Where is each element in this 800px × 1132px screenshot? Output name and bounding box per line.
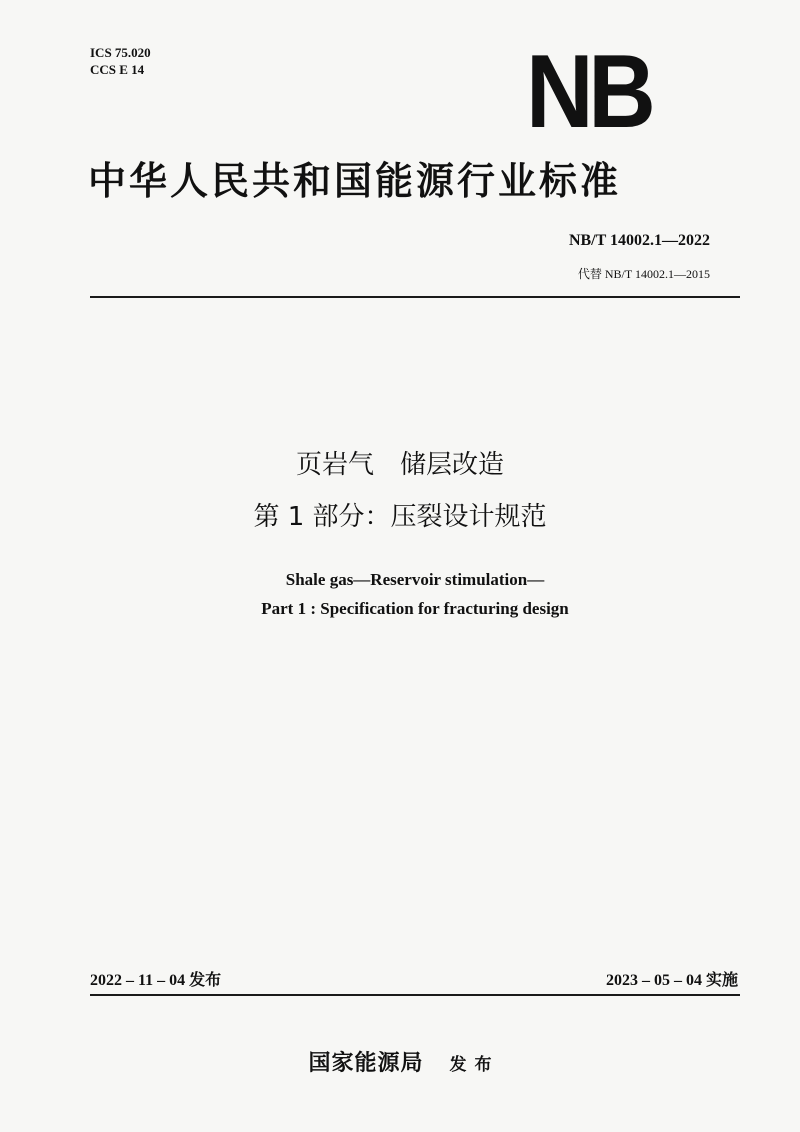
issuer-suffix: 发布 — [449, 1055, 500, 1075]
issuer-name: 国家能源局 — [308, 1051, 424, 1076]
chinese-title-line-2: 第 1 部分：压裂设计规范 — [253, 502, 547, 532]
nb-logo: NB — [526, 34, 651, 150]
bottom-divider — [90, 994, 740, 996]
implementation-date: 2023 – 05 – 04 实施 — [605, 972, 738, 989]
standard-number: NB/T 14002.1—2022 — [568, 232, 710, 249]
classification-codes — [90, 44, 151, 78]
replaces-note: 代替 NB/T 14002.1—2015 — [577, 267, 710, 281]
chinese-title-line-1: 页岩气 储层改造 — [295, 450, 504, 480]
issuing-authority — [0, 1050, 800, 1079]
english-title-line-1: Shale gas—Reservoir stimulation— — [285, 570, 545, 589]
ics-code: ICS 75.020 — [90, 45, 151, 60]
english-title-line-2: Part 1 : Specification for fracturing design — [261, 599, 569, 618]
standard-category-title: 中华人民共和国能源行业标准 — [88, 159, 622, 203]
top-divider — [90, 296, 740, 298]
ccs-code: CCS E 14 — [90, 62, 145, 77]
issue-date: 2022 – 11 – 04 发布 — [90, 972, 222, 989]
